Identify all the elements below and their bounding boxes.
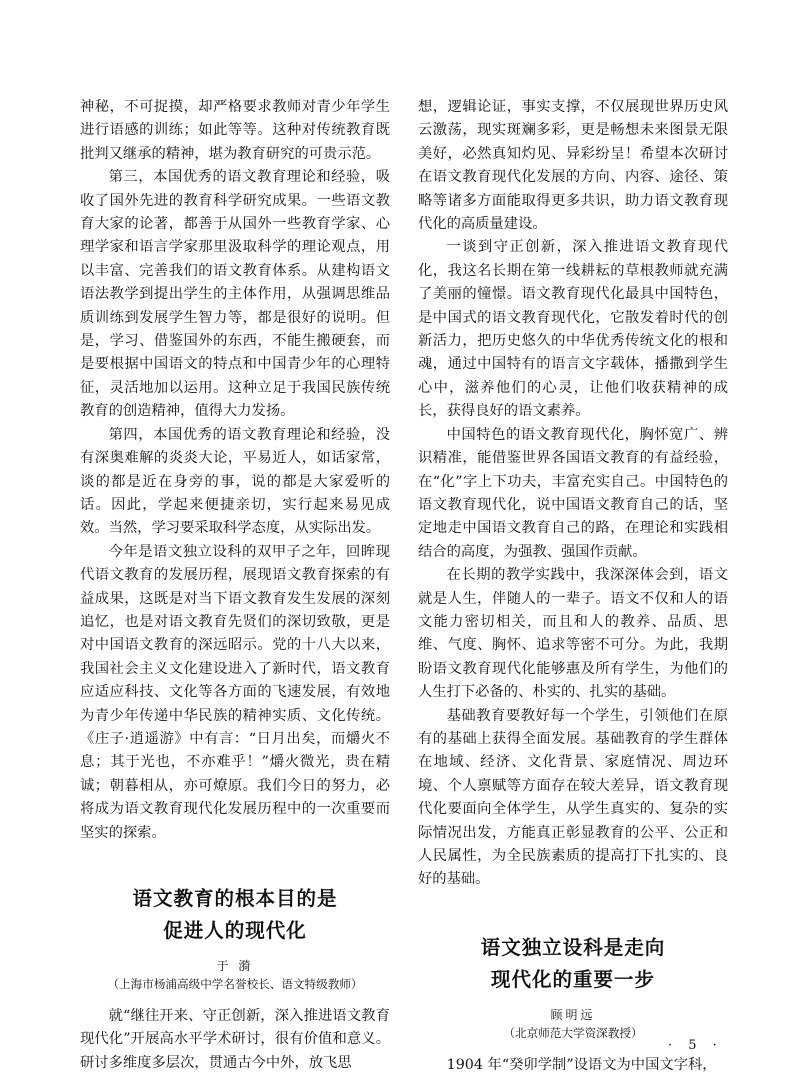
left-column xyxy=(80,96,390,1075)
body-paragraph: 一谈到守正创新，深入推进语文教育现代化，我这名长期在第一线耕耘的草根教师就充满了美丽的憧憬。语文教育现代化最具中国特色，是中国式的语文教育现代化，它散发着时代的创新活力，把历史悠久的中华优秀传统文化的根和魂，通过中国特有的语言文字载体，播撒到学生心中，滋养他们的心灵，让他们收获精神的成长，获得良好的语文素养。 xyxy=(418,239,728,420)
article-author: 顾明远 xyxy=(550,1007,596,1022)
body-paragraph: 第四，本国优秀的语文教育理论和经验，没有深奥难解的炎炎大论，平易近人，如话家常，谈的都是近在身旁的事，说的都是大家爱听的话。因此，学起来便捷亲切，实行起来易见成效。当然，学习要采取科学态度，从实际出发。 xyxy=(80,426,390,537)
article-author-affiliation: （北京师范大学资深教授） xyxy=(503,1025,643,1040)
body-paragraph: 中国特色的语文教育现代化，胸怀宽广、辨识精准，能借鉴世界各国语文教育的有益经验，在“化”字上下功夫，丰富充实自己。中国特色的语文教育现代化，说中国语文教育自己的话，坚定地走中国语文教育自己的路，在理论和实践相结合的高度，为强教、强国作贡献。 xyxy=(418,426,728,560)
article-header xyxy=(80,883,390,993)
article-body: 就“继往开来、守正创新，深入推进语文教育现代化”开展高水平学术研讨，很有价值和意义。研讨多维度多层次，贯通古今中外，放飞思 xyxy=(80,1008,390,1071)
article-author: 于 漪 xyxy=(216,959,254,973)
body-paragraph: 在长期的教学实践中，我深深体会到，语文就是人生，伴随人的一辈子。语文不仅和人的语文能力密切相关，而且和人的教养、品质、思维、气度、胸怀、追求等密不可分。为此，我期盼语文教育现代化能够惠及所有学生，为他们的人生打下必备的、朴实的、扎实的基础。 xyxy=(418,567,728,701)
page-number: · 5 · xyxy=(668,1038,723,1053)
article-author-affiliation: （上海市杨浦高级中学名誉校长、语文特级教师） xyxy=(107,977,363,991)
body-paragraph: 今年是语文独立设科的双甲子之年，回眸现代语文教育的发展历程，展现语文教育探索的有益成果，这既是对当下语文教育发生发展的深刻追忆，也是对语文教育先贤们的深切致敬，更是对中国语文教育的深远昭示。党的十八大以来，我国社会主义文化建设进入了新时代，语文教育应适应科技、文化等各方面的飞速发展，有效地为青少年传递中华民族的精神实质、文化传统。《庄子·逍遥游》中有言：“日月出矣，而爝火不息；其于光也，不亦难乎！”爝火微光，贵在精诚；朝暮相从，亦可燎原。我们今日的努力，必将成为语文教育现代化发展历程中的一次重要而坚实的探索。 xyxy=(80,543,390,841)
body-paragraph: 基础教育要教好每一个学生，引领他们在原有的基础上获得全面发展。基础教育的学生群体在地域、经济、文化背景、家庭情况、周边环境、个人禀赋等方面存在较大差异，语文教育现代化要面向全体学生，从学生真实的、复杂的实际情况出发，方能真正彰显教育的公平、公正和人民属性，为全民族素质的提高打下扎实的、良好的基础。 xyxy=(418,707,728,888)
article-title-line-2: 现代化的重要一步 xyxy=(490,967,655,991)
article-body: 1904 年“癸卯学制”设语文为中国文字科， xyxy=(446,1056,717,1073)
article-title-line-1: 语文教育的根本目的是 xyxy=(132,887,338,910)
body-paragraph: 想，逻辑论证，事实支撑，不仅展现世界历史风云激荡，现实斑斓多彩，更是畅想未来图景无限美好，必然真知灼见、异彩纷呈！希望本次研讨在语文教育现代化发展的方向、内容、途径、策略等诸多方面能取得更多共识，助力语文教育现代化的高质量建设。 xyxy=(418,99,728,233)
article-title-line-1: 语文独立设科是走向 xyxy=(480,935,666,959)
right-column xyxy=(418,96,728,1077)
article-title-line-2: 促进人的现代化 xyxy=(163,919,307,942)
body-paragraph: 神秘，不可捉摸，却严格要求教师对青少年学生进行语感的训练；如此等等。这种对传统教育既批判又继承的精神，堪为教育研究的可贵示范。 xyxy=(80,99,390,162)
body-paragraph: 第三，本国优秀的语文教育理论和经验，吸收了国外先进的教育科学研究成果。一些语文教育大家的论著，都善于从国外一些教育学家、心理学家和语言学家那里汲取科学的理论观点，用以丰富、完善我们的语文教育体系。从建构语文语法教学到提出学生的主体作用，从强调思维品质训练到发展学生智力等，都是很好的说明。但是，学习、借鉴国外的东西，不能生搬硬套，而是要根据中国语文的特点和中国青少年的心理特征，灵活地加以运用。这种立足于我国民族传统教育的创造精神，值得大力发扬。 xyxy=(80,169,390,420)
article-header xyxy=(418,932,728,1042)
